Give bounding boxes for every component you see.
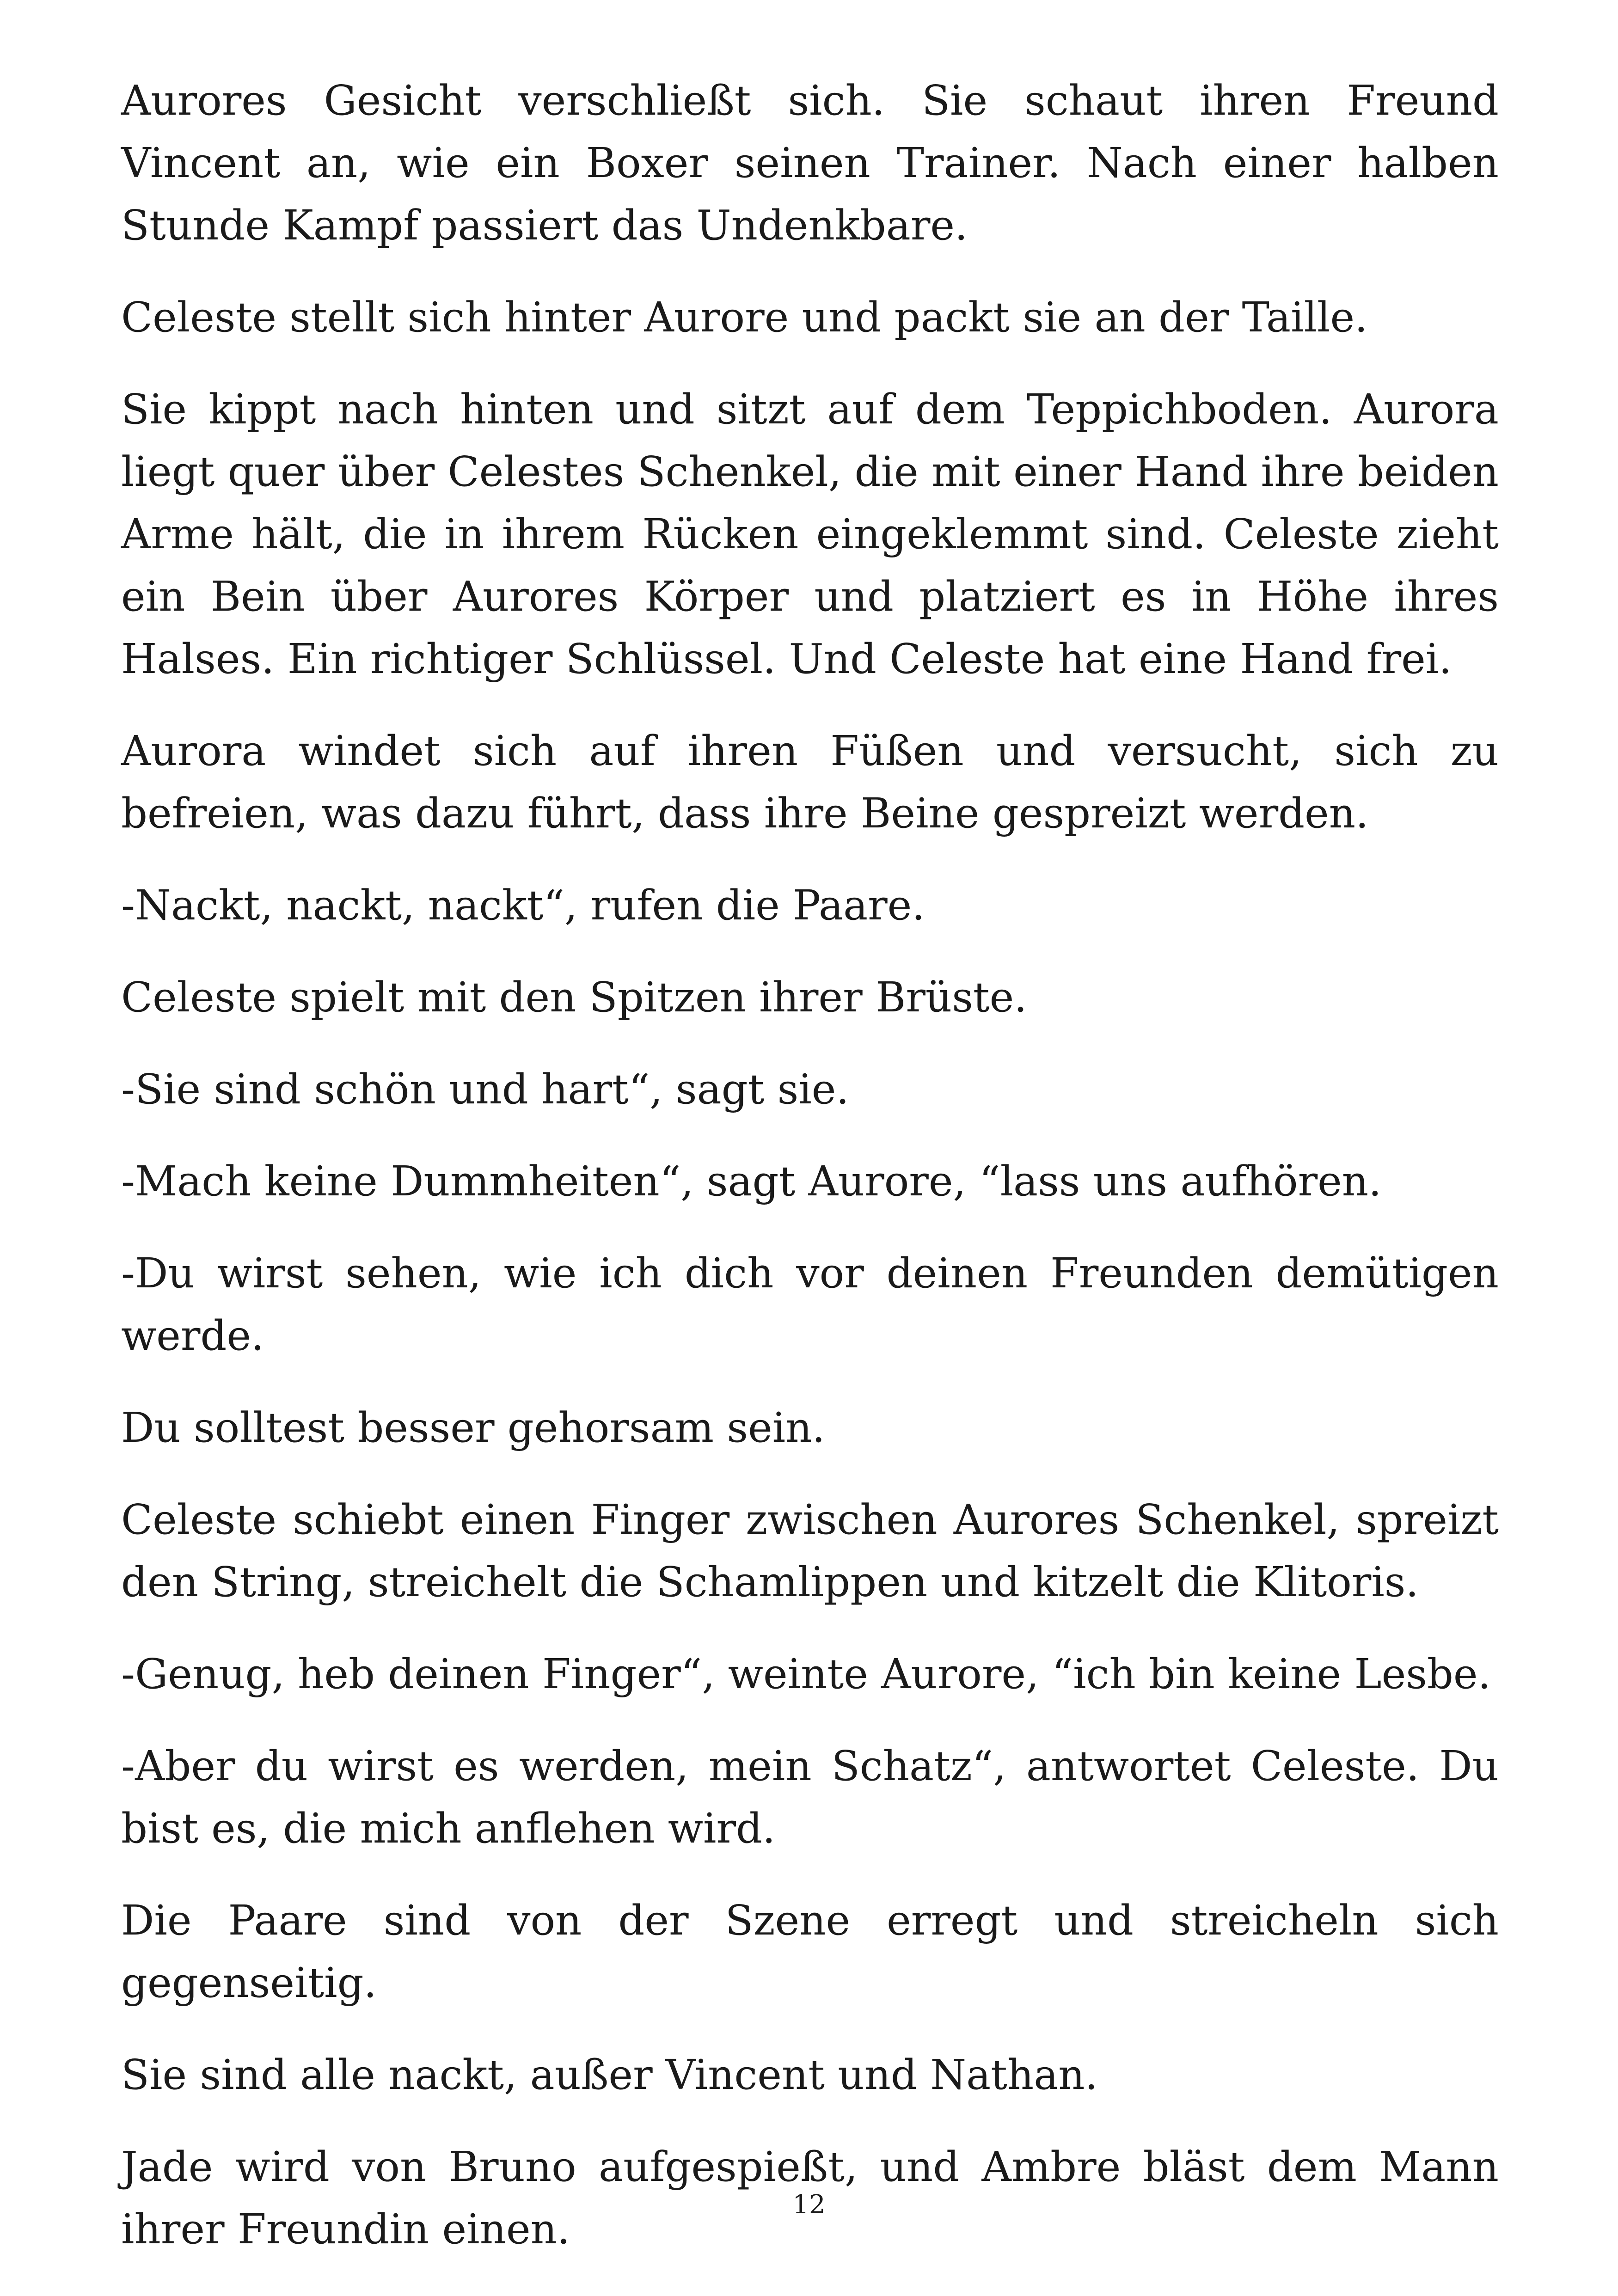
paragraph: -Du wirst sehen, wie ich dich vor deinen Freunden demütigen werde. — [121, 1249, 1499, 1359]
paragraph: Celeste stellt sich hinter Aurore und packt sie an der Taille. — [121, 293, 1368, 341]
paragraph: Celeste spielt mit den Spitzen ihrer Brüste. — [121, 973, 1027, 1021]
paragraph: Du solltest besser gehorsam sein. — [121, 1403, 825, 1451]
paragraph: Sie sind alle nackt, außer Vincent und Nathan. — [121, 2051, 1098, 2099]
paragraph: Sie kippt nach hinten und sitzt auf dem Teppichboden. Aurora liegt quer über Celestes Schenkel, die mit einer Hand ihre beiden Arme hält, die in ihrem Rücken eingeklemmt sind. Celeste zieht ein Bein über Aurores Körper und platziert es in Höhe ihres Halses. Ein richtiger Schlüssel. Und Celeste hat eine Hand frei. — [121, 385, 1499, 683]
paragraph: -Genug, heb deinen Finger“, weinte Aurore, “ich bin keine Lesbe. — [121, 1650, 1491, 1698]
paragraph: -Sie sind schön und hart“, sagt sie. — [121, 1065, 849, 1113]
paragraph: -Nackt, nackt, nackt“, rufen die Paare. — [121, 881, 925, 929]
paragraph: Aurores Gesicht verschließt sich. Sie schaut ihren Freund Vincent an, wie ein Boxer seinen Trainer. Nach einer halben Stunde Kampf passiert das Undenkbare. — [121, 76, 1499, 249]
paragraph: Jade wird von Bruno aufgespießt, und Ambre bläst dem Mann ihrer Freundin einen. — [121, 2143, 1499, 2253]
page-number: 12 — [792, 2190, 826, 2220]
paragraph: Celeste schiebt einen Finger zwischen Aurores Schenkel, spreizt den String, streichelt die Schamlippen und kitzelt die Klitoris. — [121, 1495, 1499, 1606]
paragraph: -Aber du wirst es werden, mein Schatz“, antwortet Celeste. Du bist es, die mich anflehen wird. — [121, 1742, 1499, 1852]
paragraph: Aurora windet sich auf ihren Füßen und versucht, sich zu befreien, was dazu führt, dass ihre Beine gespreizt werden. — [121, 727, 1499, 837]
paragraph: Die Paare sind von der Szene erregt und streicheln sich gegenseitig. — [121, 1896, 1499, 2007]
text-body — [121, 69, 1499, 2290]
paragraph: -Mach keine Dummheiten“, sagt Aurore, “lass uns aufhören. — [121, 1157, 1382, 1205]
